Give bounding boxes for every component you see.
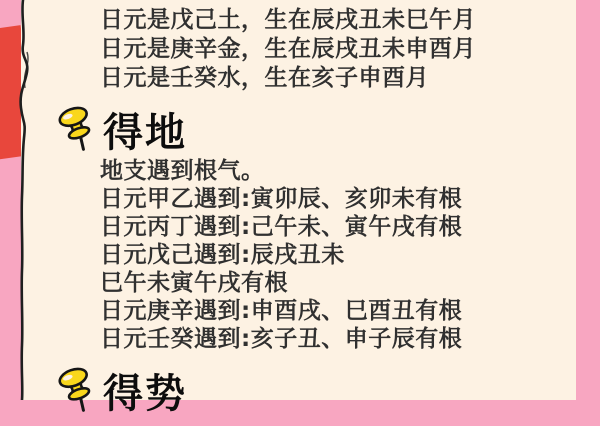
section-title: 得势 [103,371,187,417]
pushpin-icon [55,105,101,155]
section-heading-deshi [55,362,187,419]
intro-line: 日元是戊己土，生在辰戌丑未巳午月 [100,7,476,33]
section-title: 得地 [103,110,187,156]
section-line: 巳午未寅午戌有根 [100,270,288,296]
section-line: 日元丙丁遇到:己午未、寅午戌有根 [100,214,463,240]
content-card [21,0,576,417]
section-line: 日元甲乙遇到:寅卯辰、亥卯未有根 [100,186,463,212]
intro-text-block [100,6,476,93]
section-heading-dedi [55,101,187,158]
section-dedi-lines [100,157,462,353]
intro-line: 日元是壬癸水，生在亥子申酉月 [100,65,429,91]
intro-line: 日元是庚辛金，生在辰戌丑未申酉月 [100,36,476,62]
section-line: 日元壬癸遇到:亥子丑、申子辰有根 [100,326,463,352]
section-line: 日元庚辛遇到:申酉戌、巳酉丑有根 [100,298,463,324]
pushpin-icon [55,366,101,416]
section-line: 日元戊己遇到:辰戌丑未 [100,242,345,268]
section-line: 地支遇到根气。 [100,158,265,184]
